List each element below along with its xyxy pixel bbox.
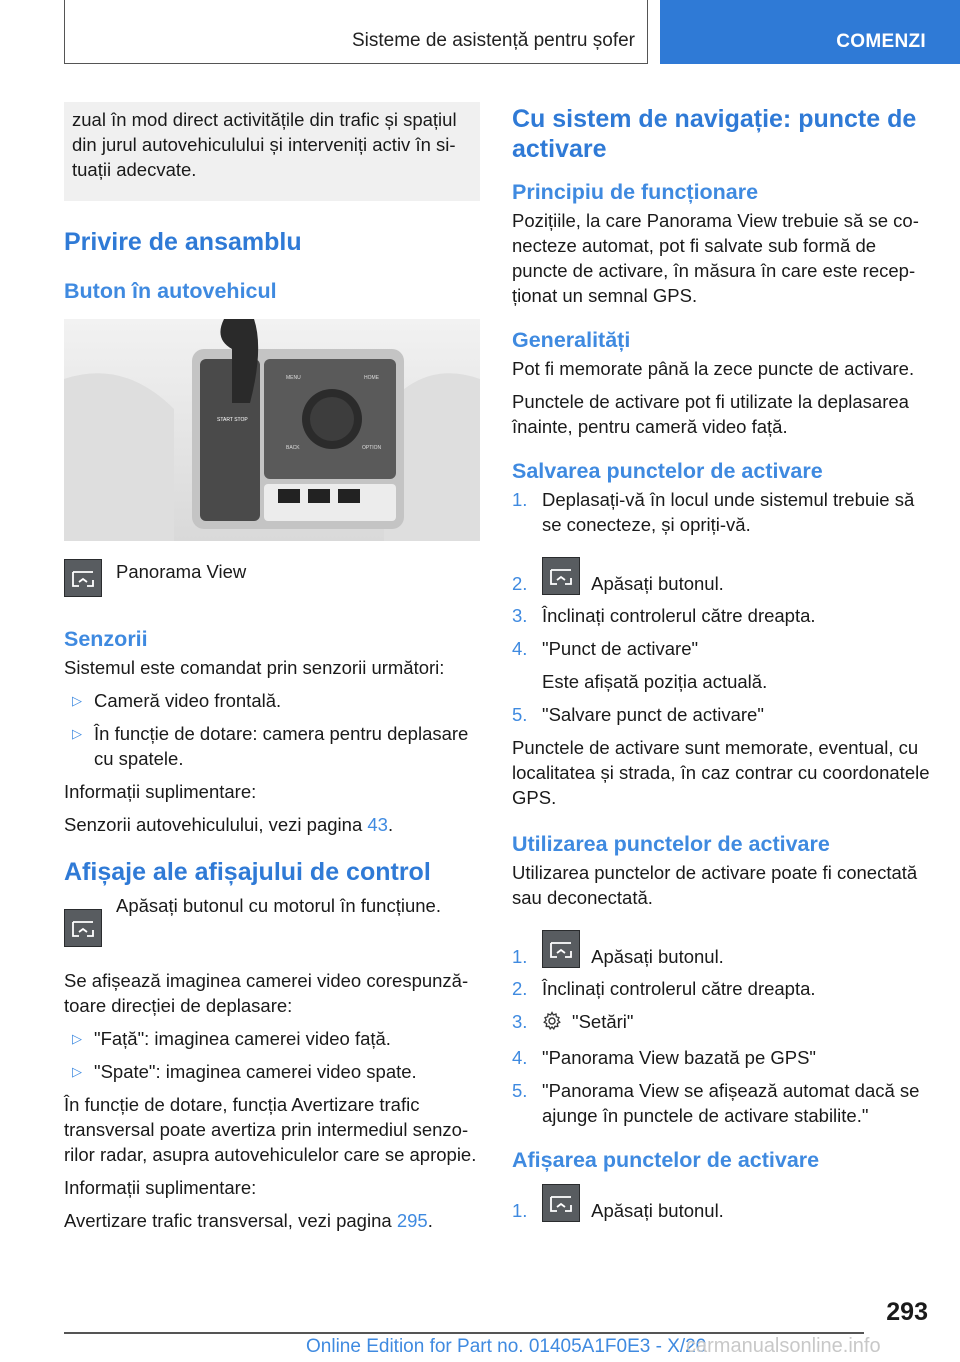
list-item: ▷ Cameră video frontală. (72, 690, 282, 711)
back-label: BACK (286, 445, 300, 451)
principle-heading: Principiu de funcționare (512, 180, 759, 204)
sensors-intro: Sistemul este comandat prin senzorii următori: (64, 657, 445, 678)
list-item: ▷ În funcție de dotare: camera pentru deplasare cu spatele. (72, 723, 469, 769)
save-heading: Salvarea punctelor de activare (512, 459, 823, 483)
panorama-view-button-icon[interactable] (542, 930, 580, 968)
panorama-view-row (64, 559, 480, 599)
display-heading: Afișaje ale afișajului de control (64, 858, 431, 886)
nav-heading: Cu sistem de navigație: puncte de activare (512, 105, 917, 163)
note-box (64, 102, 480, 201)
list-item: 5. "Panorama View se afișează automat dacă se ajunge în punctele de activare stabilite." (512, 1080, 920, 1126)
note-text: zual în mod direct activitățile din trafic și spațiul din jurul autovehiculului și interveniți activ în situații adecvate. (72, 109, 457, 180)
list-item: 2. Înclinați controlerul către dreapta. (512, 978, 816, 999)
use-heading: Utilizarea punctelor de activare (512, 832, 830, 856)
display-text: Se afișează imaginea camerei video corespunzătoare direcției de deplasare: (64, 970, 469, 1016)
panorama-view-label: Panorama View (116, 561, 247, 582)
page-number: 293 (886, 1298, 928, 1326)
panorama-view-button-icon[interactable] (542, 1184, 580, 1222)
list-item: ▷ "Spate": imaginea camerei video spate. (72, 1061, 417, 1082)
list-item: 4. "Punct de activare" (512, 638, 699, 659)
panorama-view-button-icon[interactable] (64, 909, 102, 947)
general-text-1: Pot fi memorate până la zece puncte de activare. (512, 358, 915, 379)
list-item: 1. Deplasați-vă în locul unde sistemul trebuie să se conecteze, și opriți-vă. (512, 489, 915, 535)
list-item: 2. Apăsați butonul. (512, 557, 930, 597)
info-text: Senzorii autovehiculului, vezi pagina 43. (64, 814, 394, 835)
footer-divider (64, 1332, 864, 1334)
start-stop-label: START STOP (217, 417, 248, 423)
info-label: Informații suplimentare: (64, 1177, 257, 1198)
list-item: 1. Apăsați butonul. (512, 1184, 930, 1224)
gear-icon (542, 1011, 564, 1037)
panorama-view-button-icon[interactable] (64, 559, 102, 597)
console-illustration (64, 319, 480, 541)
left-column (64, 102, 480, 1233)
sensors-heading: Senzorii (64, 627, 148, 651)
overview-heading: Privire de ansamblu (64, 228, 302, 256)
save-after-text: Punctele de activare sunt memorate, eventual, cu localitatea și strada, în caz contrar cu coordonatele GPS. (512, 737, 930, 808)
principle-text: Pozițiile, la care Panorama View trebuie să se conecteze automat, pot fi salvate sub formă de puncte de activare, în măsura în care este recepționat un semnal GPS. (512, 210, 919, 306)
page-link-295[interactable]: 295 (396, 1210, 428, 1231)
display-press-row (64, 893, 480, 948)
option-label: OPTION (362, 445, 382, 451)
triangle-right-icon: ▷ (72, 1064, 82, 1079)
list-item: 3. Înclinați controlerul către dreapta. (512, 605, 816, 626)
step-subtext: Este afișată poziția actuală. (542, 671, 768, 692)
cross-traffic-text: În funcție de dotare, funcția Avertizare trafic transversal poate avertiza prin intermediul senzorilor radar, asupra autovehiculelor care se apropie. (64, 1094, 477, 1165)
info-label: Informații suplimentare: (64, 781, 257, 802)
list-item: 5. "Salvare punct de activare" (512, 704, 764, 725)
tab-comenzi-label: COMENZI (836, 31, 926, 52)
page-link-43[interactable]: 43 (367, 814, 388, 835)
right-column (512, 104, 930, 1224)
watermark: carmanualsonline.info (686, 1335, 881, 1357)
display-press-text: Apăsați butonul cu motorul în funcțiune. (116, 895, 441, 916)
button-heading: Buton în autovehicul (64, 279, 277, 303)
list-item: ▷ "Față": imaginea camerei video față. (72, 1028, 391, 1049)
panorama-view-button-icon[interactable] (542, 557, 580, 595)
menu-label: MENU (286, 375, 301, 381)
home-label: HOME (364, 375, 379, 381)
list-item: 1. Apăsați butonul. (512, 930, 930, 970)
list-item: 3. "Setări" (512, 1009, 930, 1037)
general-heading: Generalități (512, 328, 631, 352)
center-console-photo (64, 319, 480, 541)
tab-comenzi[interactable] (660, 0, 960, 64)
triangle-right-icon: ▷ (72, 693, 82, 708)
info-text: Avertizare trafic transversal, vezi pagina 295. (64, 1210, 433, 1231)
section-title: Sisteme de asistență pentru șofer (351, 30, 635, 51)
header-title-box (64, 0, 648, 64)
triangle-right-icon: ▷ (72, 726, 82, 741)
triangle-right-icon: ▷ (72, 1031, 82, 1046)
list-item: 4. "Panorama View bazată pe GPS" (512, 1047, 817, 1068)
general-text-2: Punctele de activare pot fi utilizate la deplasarea înainte, pentru cameră video față. (512, 391, 909, 437)
show-heading: Afișarea punctelor de activare (512, 1148, 820, 1172)
footer-edition: Online Edition for Part no. 01405A1F0E3 - X/20 (306, 1336, 707, 1357)
use-text: Utilizarea punctelor de activare poate fi conectată sau deconectată. (512, 862, 918, 908)
